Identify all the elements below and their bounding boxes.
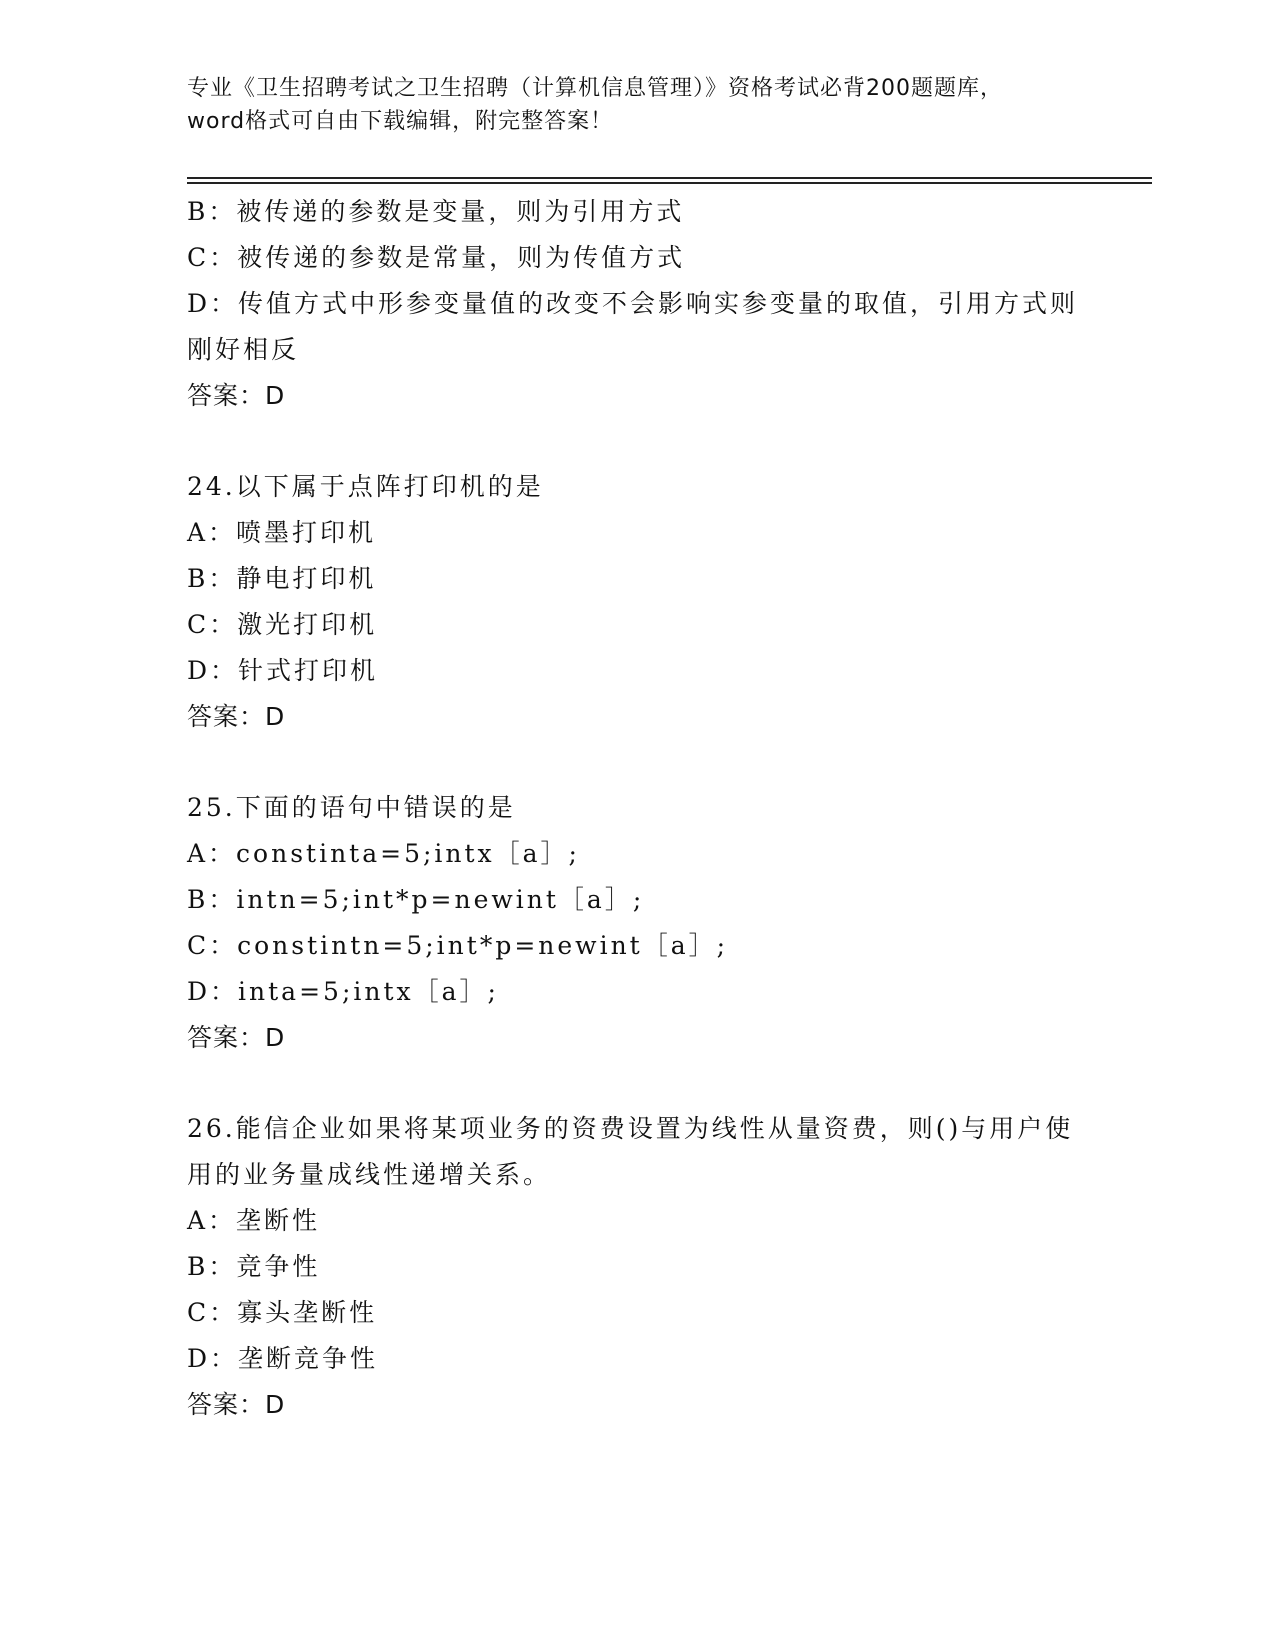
question-stem: 25.下面的语句中错误的是: [187, 793, 516, 822]
question-spacer: [187, 419, 1087, 464]
option-d: D：针式打印机: [187, 656, 379, 685]
option-b: B：竞争性: [187, 1252, 321, 1281]
header-title-line-2: word格式可自由下载编辑，附完整答案！: [187, 109, 614, 134]
question-26: [187, 1106, 1087, 1428]
option-a: A：constinta=5;intx［a］;: [187, 839, 580, 868]
question-25: [187, 785, 1087, 1061]
question-stem: 26.能信企业如果将某项业务的资费设置为线性从量资费，则()与用户使用的业务量成线性递增关系。: [187, 1114, 1074, 1189]
option-a: A：垄断性: [187, 1206, 321, 1235]
question-list: [187, 189, 1087, 1428]
question-stem: 24.以下属于点阵打印机的是: [187, 472, 544, 501]
question-spacer: [187, 1061, 1087, 1106]
answer-line: 答案：D: [187, 702, 286, 731]
header-divider-bottom: [187, 182, 1152, 184]
answer-line: 答案：D: [187, 381, 286, 410]
question-spacer: [187, 740, 1087, 785]
option-c: C：被传递的参数是常量，则为传值方式: [187, 243, 686, 272]
answer-line: 答案：D: [187, 1390, 286, 1419]
option-b: B：intn=5;int*p=newint［a］;: [187, 885, 645, 914]
header-title-line-1: 专业《卫生招聘考试之卫生招聘（计算机信息管理）》资格考试必背200题题库，: [187, 76, 1003, 101]
header-divider-top: [187, 177, 1152, 179]
option-c: C：constintn=5;int*p=newint［a］;: [187, 931, 729, 960]
option-b: B：静电打印机: [187, 564, 377, 593]
answer-line: 答案：D: [187, 1023, 286, 1052]
option-c: C：激光打印机: [187, 610, 378, 639]
option-d: D：传值方式中形参变量值的改变不会影响实参变量的取值，引用方式则刚好相反: [187, 289, 1079, 364]
document-header: [187, 72, 1087, 138]
option-d: D：inta=5;intx［a］;: [187, 977, 499, 1006]
option-d: D：垄断竞争性: [187, 1344, 379, 1373]
option-c: C：寡头垄断性: [187, 1298, 378, 1327]
question-23-continued: [187, 189, 1087, 419]
option-b: B：被传递的参数是变量，则为引用方式: [187, 197, 685, 226]
question-24: [187, 464, 1087, 740]
option-a: A：喷墨打印机: [187, 518, 377, 547]
